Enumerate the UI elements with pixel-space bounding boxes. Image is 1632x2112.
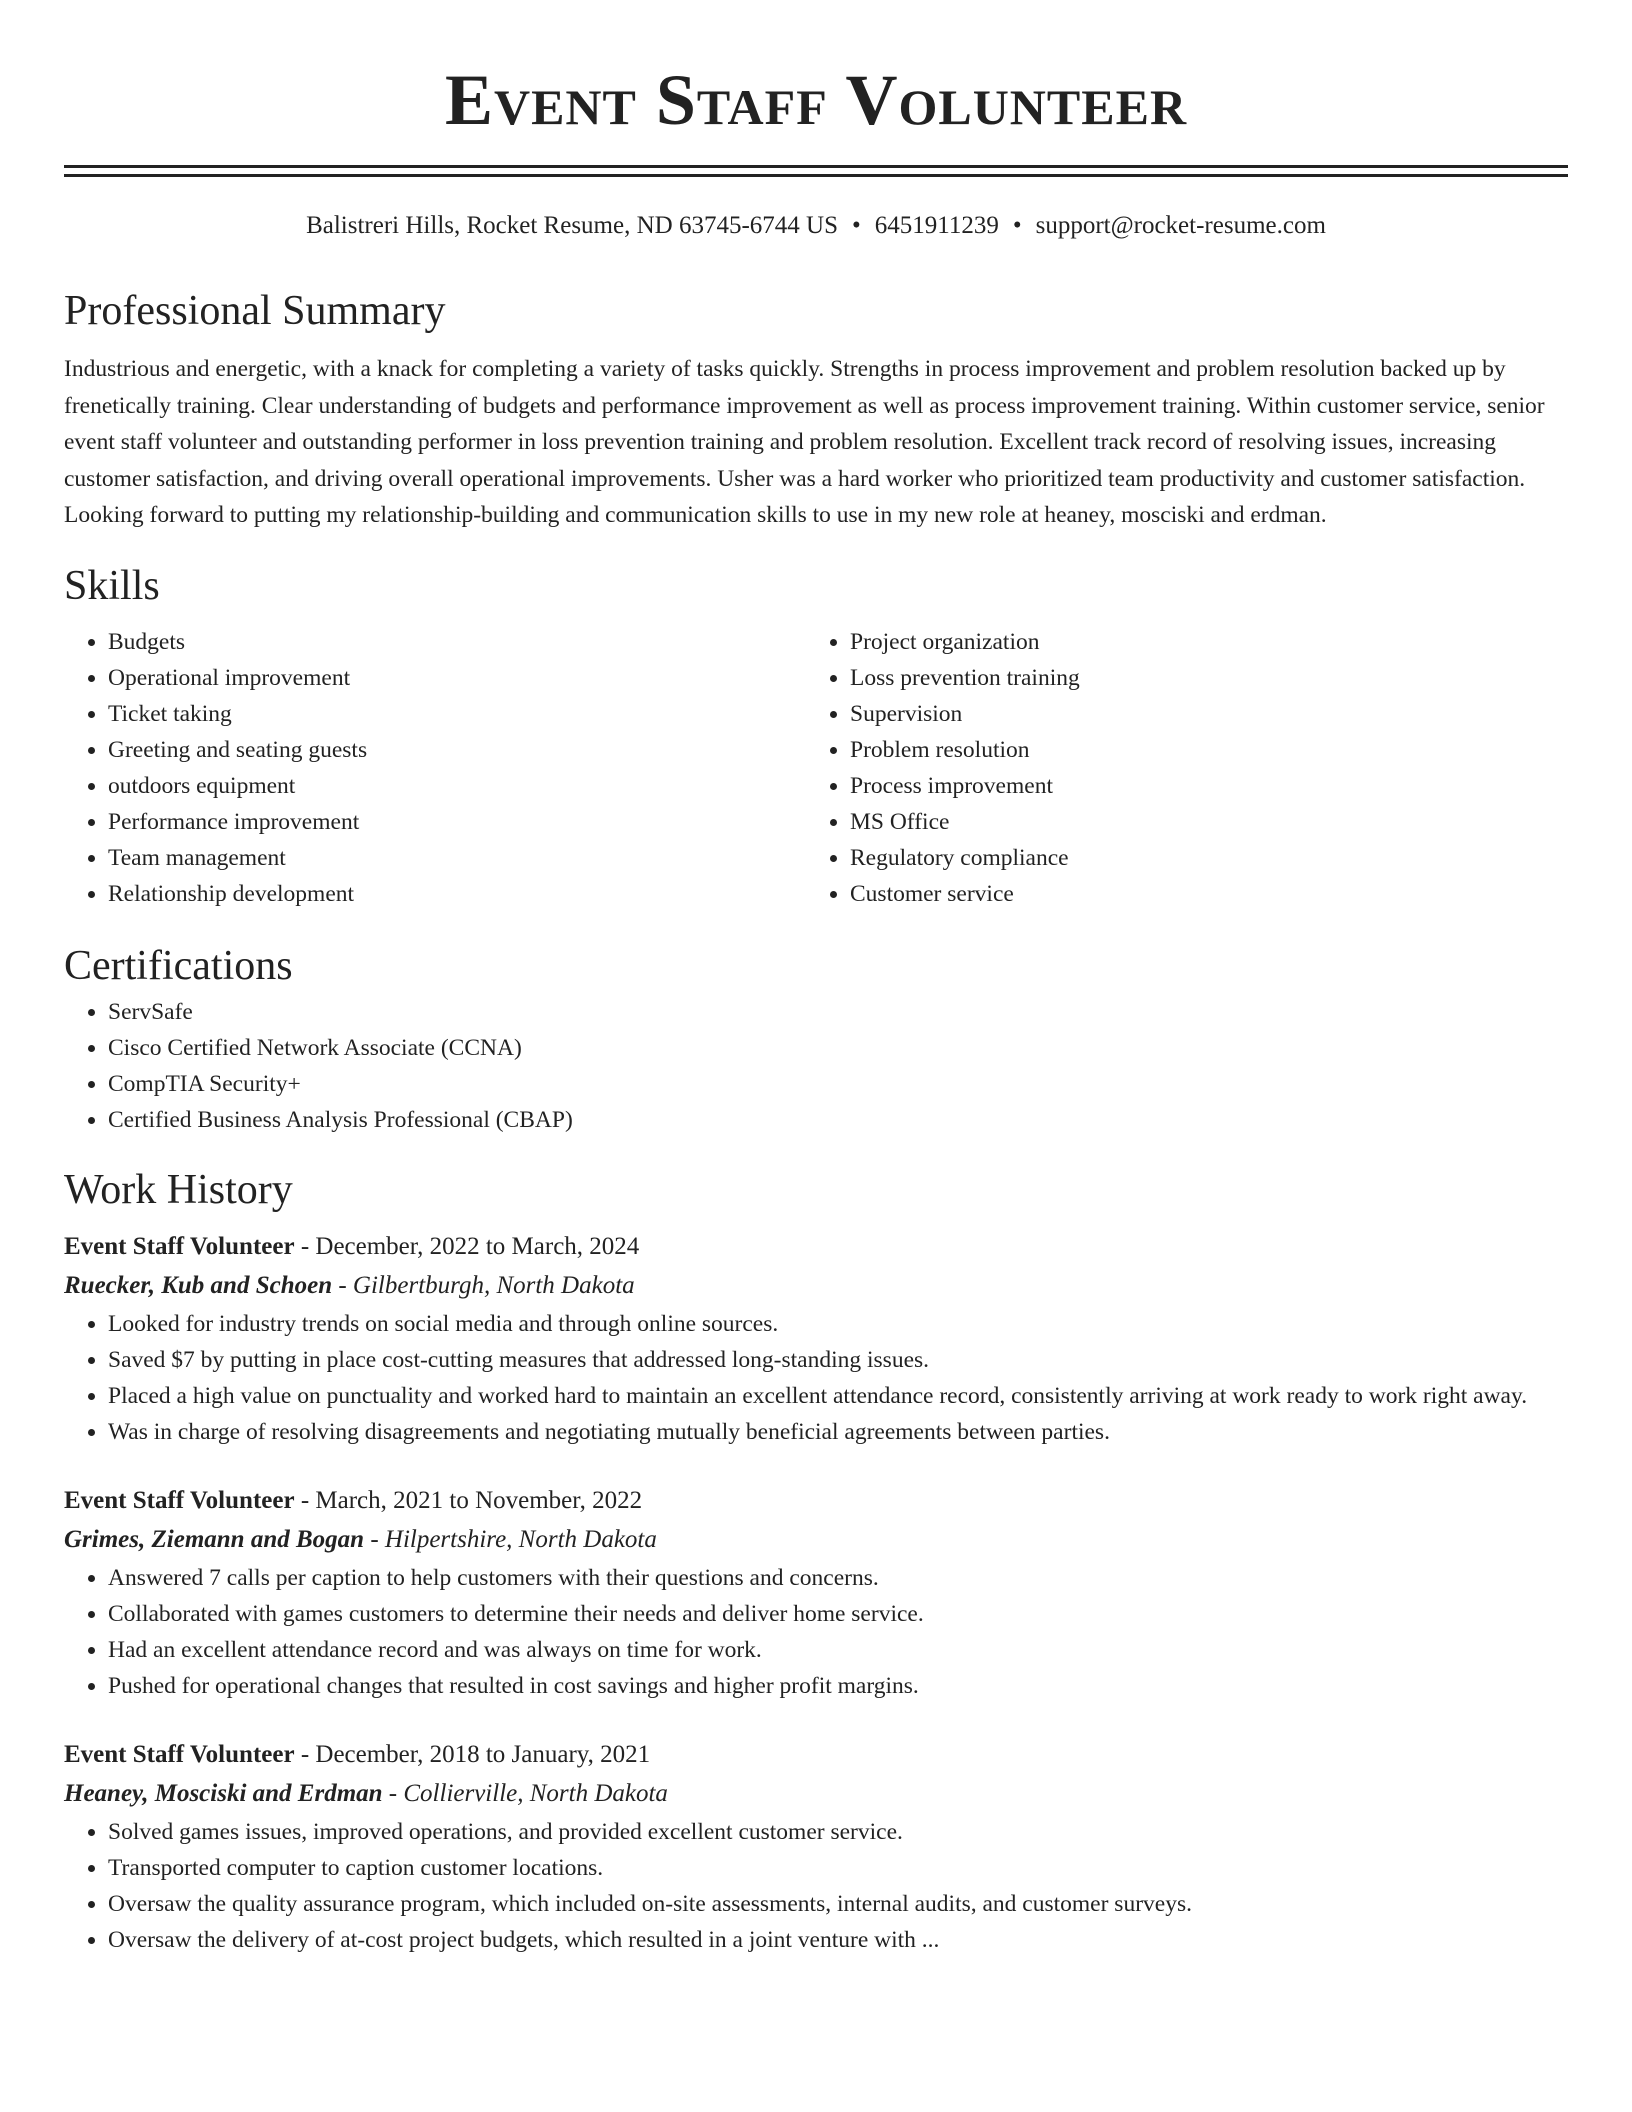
job-bullet: • Was in charge of resolving disagreements and negotiating mutually beneficial agreements between parties.: [108, 1414, 1568, 1450]
skill-item: • Supervision: [850, 696, 1548, 732]
skills-heading: Skills: [64, 562, 160, 609]
job-title-line: [64, 1736, 1568, 1774]
work-history-heading: Work History: [64, 1166, 293, 1213]
contact-separator: •: [1012, 212, 1022, 239]
skill-item: • Loss prevention training: [850, 660, 1548, 696]
job-dates: - December, 2018 to January, 2021: [294, 1740, 651, 1768]
certifications-heading: Certifications: [64, 942, 293, 989]
job-bullets: [64, 1306, 1568, 1450]
job-company-line: [64, 1520, 1568, 1560]
skills-grid: [64, 624, 1568, 912]
job-bullet: • Saved $7 by putting in place cost-cutting measures that addressed long-standing issues.: [108, 1342, 1568, 1378]
job-title-line: [64, 1228, 1568, 1266]
job-role: Event Staff Volunteer: [64, 1486, 295, 1514]
job-location: - Hilpertshire, North Dakota: [364, 1525, 657, 1553]
job-bullets: [64, 1560, 1568, 1704]
contact-phone: 6451911239: [874, 212, 999, 239]
job-bullet: • Collaborated with games customers to determine their needs and deliver home service.: [108, 1596, 1568, 1632]
contact-line: [64, 209, 1568, 243]
skill-item: • Process improvement: [850, 768, 1548, 804]
job-dates: - March, 2021 to November, 2022: [294, 1486, 643, 1514]
job-role: Event Staff Volunteer: [64, 1232, 295, 1260]
job-company-line: [64, 1266, 1568, 1306]
job-location: - Gilbertburgh, North Dakota: [332, 1271, 635, 1299]
job-bullets: [64, 1814, 1568, 1958]
certification-item: • Cisco Certified Network Associate (CCNA): [108, 1030, 1568, 1066]
job-bullet: • Answered 7 calls per caption to help customers with their questions and concerns.: [108, 1560, 1568, 1596]
title-divider-top: [64, 165, 1568, 168]
job-company-line: [64, 1774, 1568, 1814]
job-bullet: • Oversaw the delivery of at-cost project budgets, which resulted in a joint venture with ...: [108, 1922, 1568, 1958]
certifications-list: [64, 994, 1568, 1138]
job-bullet: • Solved games issues, improved operations, and provided excellent customer service.: [108, 1814, 1568, 1850]
job-role: Event Staff Volunteer: [64, 1740, 295, 1768]
job-bullet: • Oversaw the quality assurance program, which included on-site assessments, internal audits, and customer surveys.: [108, 1886, 1568, 1922]
skill-item: • Greeting and seating guests: [108, 732, 806, 768]
job-title-line: [64, 1482, 1568, 1520]
certification-item: • CompTIA Security+: [108, 1066, 1568, 1102]
skill-item: • Problem resolution: [850, 732, 1548, 768]
job-bullet: • Looked for industry trends on social media and through online sources.: [108, 1306, 1568, 1342]
job-entry: [64, 1736, 1568, 1958]
skill-item: • Regulatory compliance: [850, 840, 1548, 876]
summary-text: Industrious and energetic, with a knack for completing a variety of tasks quickly. Strengths in process improvement and problem resolution backed up by frenetically training. Clear understanding of budgets and performance improvement as well as process improvement training. Within customer service, senior event staff volunteer and outstanding performer in loss prevention training and problem resolution. Excellent track record of resolving issues, increasing customer satisfaction, and driving overall operational improvements. Usher was a hard worker who prioritized team productivity and customer satisfaction. Looking forward to putting my relationship-building and communication skills to use in my new role at heaney, mosciski and erdman.: [64, 356, 1545, 528]
skill-item: • outdoors equipment: [108, 768, 806, 804]
skills-list-left: [64, 624, 806, 912]
resume-title: Event Staff Volunteer: [444, 60, 1188, 140]
skill-item: • Team management: [108, 840, 806, 876]
skill-item: • Budgets: [108, 624, 806, 660]
job-entry: [64, 1228, 1568, 1450]
skill-item: • Operational improvement: [108, 660, 806, 696]
certification-item: • ServSafe: [108, 994, 1568, 1030]
skill-item: • Relationship development: [108, 876, 806, 912]
job-company: Ruecker, Kub and Schoen: [64, 1271, 333, 1299]
contact-address: Balistreri Hills, Rocket Resume, ND 63745-6744 US: [306, 212, 838, 239]
certification-item: • Certified Business Analysis Professional (CBAP): [108, 1102, 1568, 1138]
skill-item: • Ticket taking: [108, 696, 806, 732]
job-bullet: • Placed a high value on punctuality and worked hard to maintain an excellent attendance record, consistently arriving at work ready to work right away.: [108, 1378, 1568, 1414]
skills-list-right: [806, 624, 1548, 912]
job-entry: [64, 1482, 1568, 1704]
skill-item: • Project organization: [850, 624, 1548, 660]
job-company: Heaney, Mosciski and Erdman: [64, 1779, 383, 1807]
job-bullet: • Had an excellent attendance record and was always on time for work.: [108, 1632, 1568, 1668]
job-bullet: • Transported computer to caption customer locations.: [108, 1850, 1568, 1886]
contact-email: support@rocket-resume.com: [1035, 212, 1326, 239]
skills-column-left: [64, 624, 806, 912]
job-bullet: • Pushed for operational changes that resulted in cost savings and higher profit margins.: [108, 1668, 1568, 1704]
skill-item: • Customer service: [850, 876, 1548, 912]
skill-item: • MS Office: [850, 804, 1548, 840]
job-dates: - December, 2022 to March, 2024: [294, 1232, 640, 1260]
skills-column-right: [806, 624, 1548, 912]
summary-heading: Professional Summary: [64, 288, 446, 334]
job-company: Grimes, Ziemann and Bogan: [64, 1525, 365, 1553]
job-location: - Collierville, North Dakota: [382, 1779, 668, 1807]
skill-item: • Performance improvement: [108, 804, 806, 840]
title-divider-bottom: [64, 174, 1568, 177]
contact-separator: •: [852, 212, 861, 239]
